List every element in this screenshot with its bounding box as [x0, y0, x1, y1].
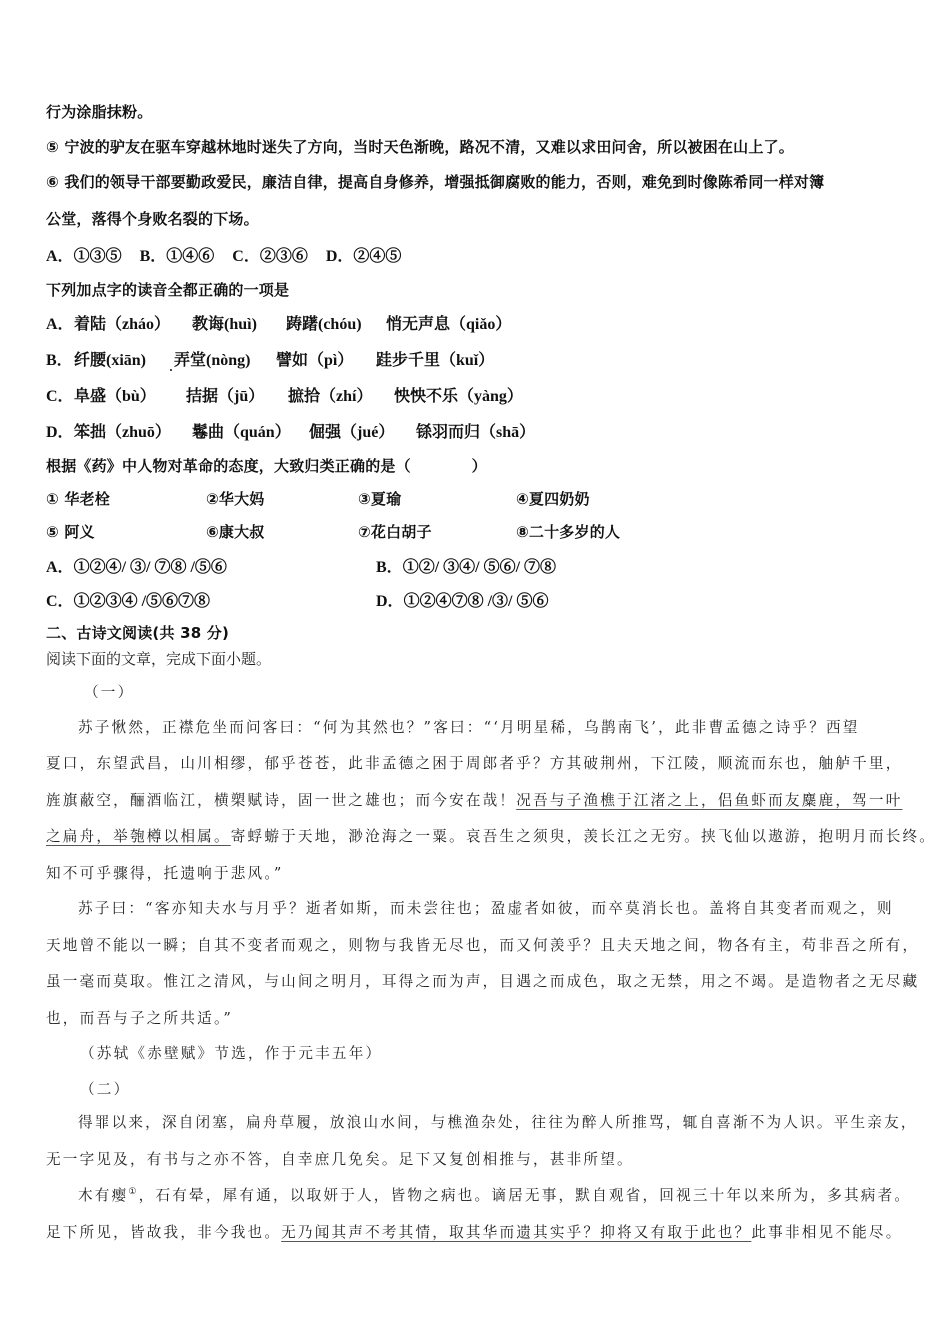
part1-p2-line1: 苏子曰：“客亦知夫水与月乎？逝者如斯，而未尝往也；盈虚者如彼，而卒莫消长也。盖将自其变者而观之，则	[78, 900, 894, 917]
part1-p2-line2: 天地曾不能以一瞬；自其不变者而观之，则物与我皆无尽也，而又何羡乎？且夫天地之间，物各有主，苟非吾之所有，	[46, 937, 920, 954]
section-heading: 二、古诗文阅读(共 38 分)	[46, 624, 230, 642]
yao-people-row-1: ① 华老栓 ②华大妈 ③夏瑜 ④夏四奶奶	[46, 490, 590, 508]
prev-question-tail: 行为涂脂抹粉。	[46, 103, 153, 121]
yao-option-d[interactable]: D．①②④⑦⑧ /③/ ⑤⑥	[376, 593, 549, 610]
part1-p2-line4: 也，而吾与子之所共适。”	[46, 1010, 234, 1027]
option-d[interactable]: D．②④⑤	[325, 248, 402, 265]
yao-options-row-2	[46, 588, 926, 612]
part2-p2-line2: 足下所见，皆故我，非今我也。无乃闻其声不考其情，取其华而遗其实乎？抑将又有取于此也？此事非相见不能尽。	[46, 1224, 903, 1241]
part1-p1-line2: 夏口，东望武昌，山川相缪，郁乎苍苍，此非孟德之困于周郎者乎？方其破荆州，下江陵，顺流而东也，舳舻千里，	[46, 755, 903, 772]
yao-people-row-2: ⑤ 阿义 ⑥康大叔 ⑦花白胡子 ⑧二十多岁的人	[46, 523, 621, 541]
footnote-marker: ①	[128, 1187, 139, 1198]
pinyin-option-c[interactable]: C． 阜盛（bù） 拮据（jū） 摭拾（zhí） 怏怏不乐（yàng）	[46, 388, 523, 405]
prev-question-item-5: ⑤ 宁波的驴友在驱车穿越林地时迷失了方向，当时天色渐晚，路况不清，又难以求田问舍，所以被困在山上了。	[46, 138, 794, 156]
section-instruction: 阅读下面的文章，完成下面小题。	[46, 650, 272, 668]
yao-options-row-1	[46, 554, 926, 578]
part1-label: （一）	[84, 684, 135, 701]
part1-p2-line3: 虽一毫而莫取。惟江之清风，与山间之明月，耳得之而为声，目遇之而成色，取之无禁，用之不竭。是造物者之无尽藏	[46, 973, 920, 990]
prev-question-options	[46, 243, 401, 266]
part2-label: （二）	[80, 1081, 131, 1098]
yao-option-a[interactable]: A．①②④/ ③/ ⑦⑧ /⑤⑥	[46, 559, 227, 576]
yao-question-stem: 根据《药》中人物对革命的态度，大致归类正确的是（ ）	[46, 457, 487, 475]
pinyin-option-d[interactable]: D． 笨拙（zhuō） 鬈曲（quán） 倔强（jué） 铩羽而归（shā）	[46, 424, 536, 441]
underlined-sentence-1-cont: 之扁舟，举匏樽以相属。	[46, 828, 231, 845]
part2-p2-line1: 木有瘿①，石有晕，犀有通，以取妍于人，皆物之病也。谪居无事，默自观省，回视三十年以来所为，多其病者。	[78, 1187, 912, 1204]
prev-question-item-6b: 公堂，落得个身败名裂的下场。	[46, 210, 259, 228]
part1-p1-line4: 之扁舟，举匏樽以相属。寄蜉蝣于天地，渺沧海之一粟。哀吾生之须臾，羡长江之无穷。挟飞仙以遨游，抱明月而长终。	[46, 828, 937, 845]
part1-p1-line3: 旌旗蔽空，酾酒临江，横槊赋诗，固一世之雄也；而今安在哉！况吾与子渔樵于江渚之上，侣鱼虾而友麋鹿，驾一叶	[46, 792, 903, 809]
option-b[interactable]: B．①④⑥	[139, 248, 215, 265]
part1-p1-line5: 知不可乎骤得，托遗响于悲风。”	[46, 865, 284, 882]
option-c[interactable]: C．②③⑥	[232, 248, 308, 265]
pinyin-option-a[interactable]: A． 着陆（zháo） 教诲(huì) 踌躇(chóu) 悄无声息（qiǎo）	[46, 316, 512, 333]
part1-p1-line1: 苏子愀然，正襟危坐而问客曰：“何为其然也？”客曰：“‘月明星稀，乌鹊南飞’，此非曹孟德之诗乎？西望	[78, 719, 860, 736]
pinyin-question-stem: 下列加点字的读音全都正确的一项是	[46, 281, 290, 299]
yao-option-b[interactable]: B．①②/ ③④/ ⑤⑥/ ⑦⑧	[376, 559, 557, 576]
part1-source: （苏轼《赤壁赋》节选，作于元丰五年）	[80, 1045, 383, 1062]
part2-p1-line2: 无一字见及，有书与之亦不答，自幸庶几免矣。足下又复创相推与，甚非所望。	[46, 1151, 634, 1168]
prev-question-item-6a: ⑥ 我们的领导干部要勤政爱民，廉洁自律，提高自身修养，增强抵御腐败的能力，否则，难免到时像陈希同一样对簿	[46, 173, 825, 191]
part2-p1-line1: 得罪以来，深自闭塞，扁舟草履，放浪山水间，与樵渔杂处，往往为醉人所推骂，辄自喜渐不为人识。平生亲友，	[78, 1114, 918, 1131]
underlined-sentence-2: 无乃闻其声不考其情，取其华而遗其实乎？抑将又有取于此也？	[281, 1224, 752, 1241]
option-a[interactable]: A．①③⑤	[46, 248, 122, 265]
pinyin-option-b[interactable]: B． 纤腰(xiān) 弄堂(nòng) 譬如（pì） 跬步千里（kuǐ）	[46, 352, 495, 369]
underlined-sentence-1: 况吾与子渔樵于江渚之上，侣鱼虾而友麋鹿，驾一叶	[516, 792, 903, 809]
yao-option-c[interactable]: C．①②③④ /⑤⑥⑦⑧	[46, 593, 211, 610]
